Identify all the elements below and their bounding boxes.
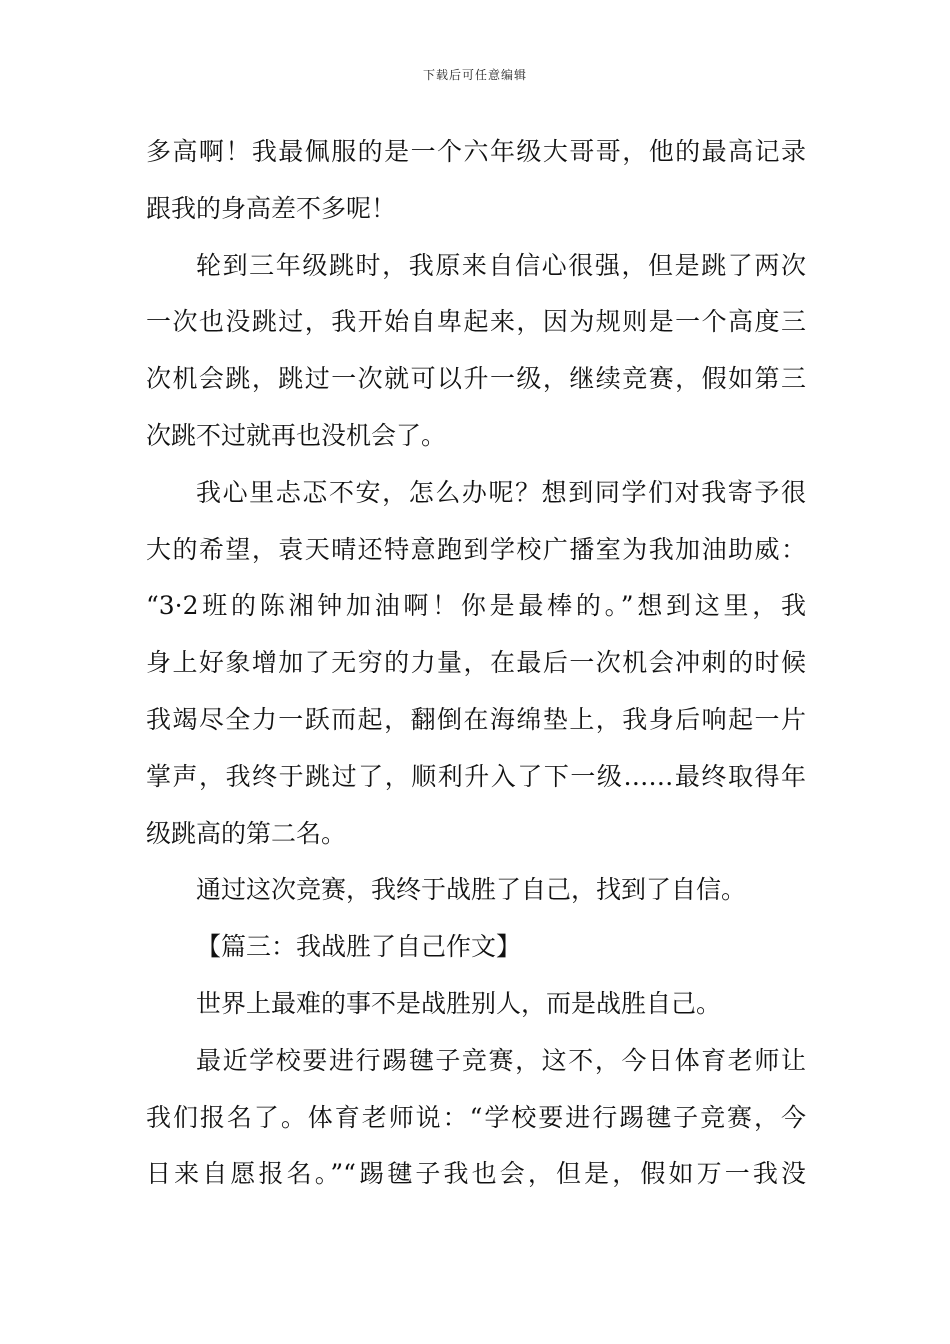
section-heading: 【篇三：我战胜了自己作文】 bbox=[196, 932, 522, 962]
page-header: 下载后可任意编辑 bbox=[422, 68, 527, 82]
document-body bbox=[146, 124, 806, 1203]
text-line: 身上好象增加了无穷的力量，在最后一次机会冲刺的时候 bbox=[146, 648, 806, 678]
text-line: 最近学校要进行踢毽子竞赛，这不，今日体育老师让 bbox=[196, 1045, 806, 1075]
text-line: 多高啊！我最佩服的是一个六年级大哥哥，他的最高记录 bbox=[146, 137, 806, 166]
text-line: 轮到三年级跳时，我原来自信心很强，但是跳了两次 bbox=[196, 250, 806, 280]
text-line: 大的希望，袁天晴还特意跑到学校广播室为我加油助威： bbox=[146, 534, 806, 564]
text-line: 次跳不过就再也没机会了。 bbox=[146, 420, 447, 450]
text-line: 掌声，我终于跳过了，顺利升入了下一级……最终取得年 bbox=[146, 761, 806, 791]
text-line: 通过这次竞赛，我终于战胜了自己，找到了自信。 bbox=[196, 875, 747, 905]
text-line: 世界上最难的事不是战胜别人，而是战胜自己。 bbox=[196, 988, 722, 1018]
text-line: 跟我的身高差不多呢！ bbox=[146, 193, 397, 223]
text-line: “3·2班的陈湘钟加油啊！你是最棒的。”想到这里，我 bbox=[146, 591, 806, 621]
text-line: 次机会跳，跳过一次就可以升一级，继续竞赛，假如第三 bbox=[146, 364, 806, 394]
text-line: 日来自愿报名。”“踢毽子我也会，但是，假如万一我没 bbox=[146, 1159, 806, 1189]
text-line: 我们报名了。体育老师说：“学校要进行踢毽子竞赛，今 bbox=[146, 1102, 806, 1132]
text-line: 我心里忐忑不安，怎么办呢？想到同学们对我寄予很 bbox=[196, 477, 806, 507]
text-line: 一次也没跳过，我开始自卑起来，因为规则是一个高度三 bbox=[146, 307, 806, 337]
text-line: 我竭尽全力一跃而起，翻倒在海绵垫上，我身后响起一片 bbox=[146, 704, 806, 734]
text-line: 级跳高的第二名。 bbox=[146, 818, 347, 848]
